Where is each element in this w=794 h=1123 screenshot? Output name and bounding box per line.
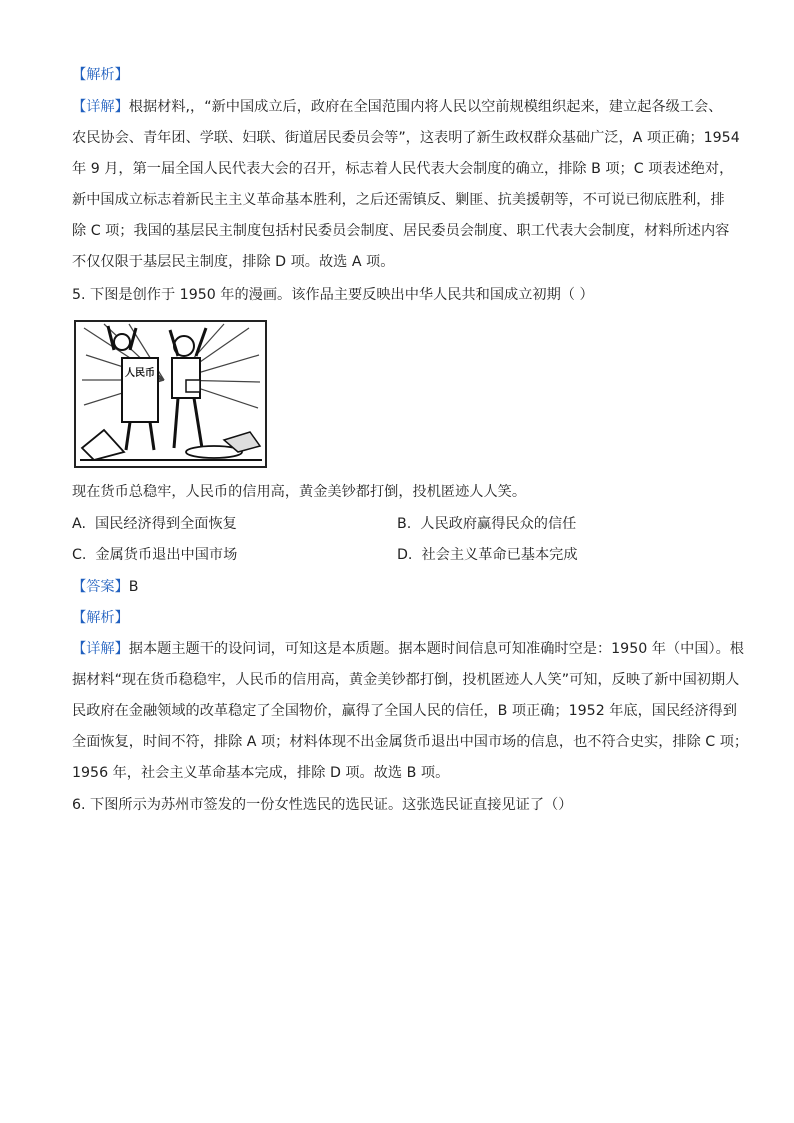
- q5-detail-line-4: 全面恢复，时间不符，排除 A 项；材料体现不出金属货币退出中国市场的信息，也不符合史实，排除 C 项；: [72, 734, 749, 750]
- answer-label: 【答案】: [72, 579, 129, 595]
- q5-detail-text-1: 据本题主题干的设问词，可知这是本质题。据本题时间信息可知准确时空是：1950 年（中国）。根: [128, 641, 744, 657]
- q5-option-d: [397, 544, 578, 566]
- q4-detail-line-5: 除 C 项；我国的基层民主制度包括村民委员会制度、居民委员会制度、职工代表大会制度，材料所述内容: [72, 223, 730, 239]
- answer-value: B: [128, 579, 139, 595]
- q5-detail-line-3: 民政府在金融领域的改革稳定了全国物价，赢得了全国人民的信任，B 项正确；1952 年底，国民经济得到: [72, 703, 737, 719]
- q4-detail-line-4: 新中国成立标志着新民主主义革命基本胜利，之后还需镇反、剿匪、抗美援朝等，不可说已彻底胜利，排: [72, 192, 725, 208]
- q5-option-c: [72, 544, 237, 566]
- detail-label: 【详解】: [72, 99, 129, 115]
- q5-cartoon-caption: 现在货币总稳牢，人民币的信用高，黄金美钞都打倒，投机匿迹人人笑。: [72, 484, 527, 500]
- cartoon-image: [74, 320, 267, 468]
- option-letter: A.: [72, 516, 86, 532]
- option-letter: D.: [397, 547, 413, 563]
- q5-analysis-label: 【解析】: [72, 610, 129, 626]
- detail-label: 【详解】: [72, 641, 129, 657]
- option-text: 社会主义革命已基本完成: [421, 547, 578, 563]
- q4-detail-line-6: 不仅仅限于基层民主制度，排除 D 项。故选 A 项。: [72, 254, 395, 270]
- q4-detail-line-1: [72, 96, 722, 118]
- q6-stem: 6. 下图所示为苏州市签发的一份女性选民的选民证。这张选民证直接见证了（）: [72, 797, 573, 813]
- option-letter: B.: [397, 516, 412, 532]
- q5-detail-line-1: [72, 638, 744, 660]
- cartoon-banknote-label: 人民币: [125, 368, 155, 379]
- q5-detail-line-2: 据材料“现在货币稳稳牢，人民币的信用高，黄金美钞都打倒，投机匿迹人人笑”可知，反映了新中国初期人: [72, 672, 740, 688]
- q5-option-a: [72, 513, 237, 535]
- q5-option-b: [397, 513, 576, 535]
- q4-detail-line-3: 年 9 月，第一届全国人民代表大会的召开，标志着人民代表大会制度的确立，排除 B 项；C 项表述绝对，: [72, 161, 734, 177]
- q5-stem: 5. 下图是创作于 1950 年的漫画。该作品主要反映出中华人民共和国成立初期（ ）: [72, 287, 594, 303]
- option-text: 人民政府赢得民众的信任: [420, 516, 577, 532]
- option-letter: C.: [72, 547, 87, 563]
- q5-detail-line-5: 1956 年，社会主义革命基本完成，排除 D 项。故选 B 项。: [72, 765, 450, 781]
- q4-detail-line-2: 农民协会、青年团、学联、妇联、街道居民委员会等”，这表明了新生政权群众基础广泛，A 项正确；1954: [72, 130, 740, 146]
- q4-detail-text-1: 根据材料,，“新中国成立后，政府在全国范围内将人民以空前规模组织起来，建立起各级工会、: [128, 99, 723, 115]
- option-text: 国民经济得到全面恢复: [94, 516, 237, 532]
- q5-answer-line: [72, 576, 139, 598]
- option-text: 金属货币退出中国市场: [95, 547, 238, 563]
- analysis-label: 【解析】: [72, 67, 129, 83]
